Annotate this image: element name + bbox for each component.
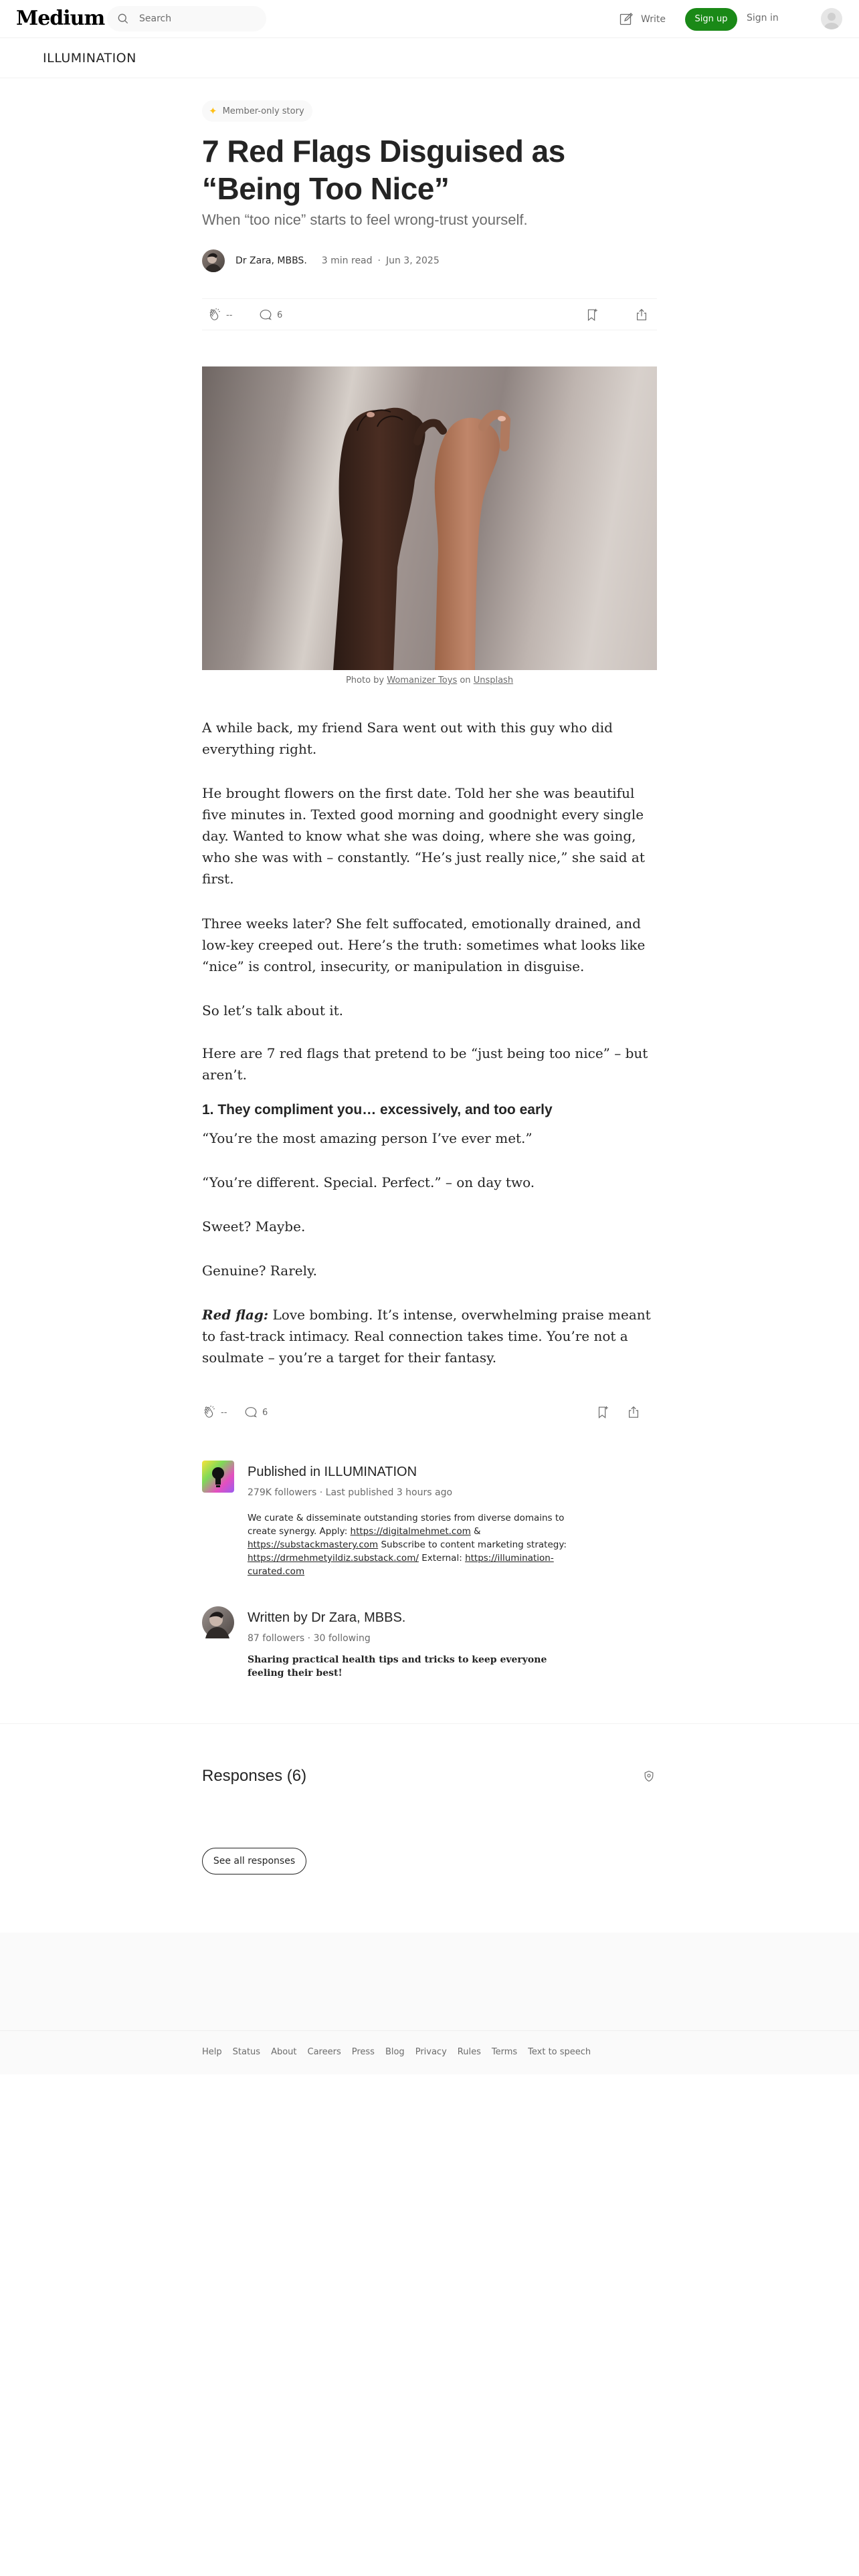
- write-icon: [618, 11, 634, 27]
- publication-bar: [0, 38, 859, 78]
- footer-link[interactable]: Help: [202, 2047, 222, 2057]
- footer: [0, 2030, 859, 2074]
- desc-text: We curate & disseminate outstanding stories from diverse domains to create synergy. Apply:: [248, 1513, 565, 1537]
- paragraph: “You’re the most amazing person I’ve ever met.”: [202, 1130, 533, 1146]
- paragraph: Sweet? Maybe.: [202, 1218, 306, 1235]
- star-icon: ✦: [209, 105, 217, 117]
- publication-card-title[interactable]: Published in ILLUMINATION: [248, 1465, 417, 1479]
- paragraph: So let’s talk about it.: [202, 1002, 344, 1018]
- search-placeholder: Search: [139, 13, 172, 24]
- footer-link[interactable]: Privacy: [415, 2047, 447, 2057]
- meta-separator: ·: [319, 1487, 326, 1498]
- write-button[interactable]: [618, 10, 666, 29]
- publication-logo[interactable]: [202, 1461, 234, 1493]
- publication-followers[interactable]: 279K followers: [248, 1487, 317, 1498]
- author-avatar[interactable]: [202, 249, 225, 272]
- footer-link[interactable]: Careers: [307, 2047, 341, 2057]
- desc-text: External:: [418, 1553, 466, 1564]
- responses-heading: Responses (6): [202, 1767, 307, 1785]
- caption-prefix: Photo by: [345, 675, 387, 685]
- footer-link[interactable]: Blog: [385, 2047, 405, 2057]
- desc-text: Subscribe to content marketing strategy:: [378, 1539, 567, 1550]
- response-icon: [258, 308, 273, 322]
- responses-count: 6: [277, 310, 283, 320]
- footer-link[interactable]: About: [271, 2047, 297, 2057]
- read-time: 3 min read: [321, 255, 373, 266]
- author-photo-icon: [202, 1606, 234, 1638]
- signin-link[interactable]: Sign in: [747, 13, 779, 23]
- author-meta: [248, 1633, 371, 1644]
- article-title: 7 Red Flags Disguised as “Being Too Nice”: [202, 134, 565, 206]
- share-icon[interactable]: [634, 308, 649, 322]
- footer-link[interactable]: Press: [351, 2047, 375, 2057]
- red-flag-text: Love bombing. It’s intense, overwhelming praise meant to fast-track intimacy. Real connection takes time. You’re not a soulmate – you’re a target for their fantasy.: [202, 1307, 651, 1366]
- footer-link[interactable]: Terms: [491, 2047, 518, 2057]
- publish-date: Jun 3, 2025: [385, 255, 440, 266]
- clap-count: --: [226, 310, 233, 320]
- article-action-bar: [202, 298, 657, 330]
- article-subtitle: When “too nice” starts to feel wrong-trust yourself.: [202, 211, 528, 228]
- person-icon: [821, 8, 842, 29]
- responses-button[interactable]: [258, 308, 282, 322]
- paragraph: Here are 7 red flags that pretend to be “just being too nice” – but aren’t.: [202, 1045, 648, 1083]
- top-navbar: [0, 0, 859, 38]
- desc-link[interactable]: https://drmehmetyildiz.substack.com/: [248, 1553, 419, 1564]
- write-label: Write: [641, 14, 666, 25]
- red-flag-label: Red flag:: [202, 1307, 269, 1323]
- user-avatar[interactable]: [821, 8, 842, 29]
- author-bio: Sharing practical health tips and tricks to keep everyone feeling their best!: [248, 1654, 547, 1679]
- publication-meta: [248, 1487, 452, 1498]
- hero-image: [202, 366, 657, 670]
- shield-icon[interactable]: [642, 1769, 656, 1783]
- image-caption: [202, 675, 657, 685]
- paragraph: He brought flowers on the first date. Told her she was beautiful five minutes in. Texted good morning and goodnight every single day. Wanted to know what she was doing, where she was going, who she was with – constantly. “He’s just really nice,” she said at first.: [202, 785, 645, 887]
- clap-icon: [207, 308, 222, 322]
- bottom-action-bar: [202, 1400, 657, 1424]
- desc-link[interactable]: https://digitalmehmet.com: [350, 1526, 471, 1537]
- author-card-title[interactable]: Written by Dr Zara, MBBS.: [248, 1610, 406, 1625]
- search-box[interactable]: [107, 6, 266, 31]
- author-followers[interactable]: 87 followers: [248, 1633, 305, 1644]
- footer-links: [202, 2047, 591, 2057]
- footer-link[interactable]: Text to speech: [528, 2047, 591, 2057]
- clap-button[interactable]: [207, 308, 232, 322]
- byline: [202, 249, 440, 273]
- paragraph: Three weeks later? She felt suffocated, emotionally drained, and low-key creeped out. Here’s the truth: sometimes what looks like “nice” is control, insecurity, or manipulation in disguise.: [202, 916, 646, 974]
- pinky-promise-illustration: [202, 366, 657, 670]
- section-heading: 1. They compliment you… excessively, and too early: [202, 1102, 553, 1117]
- lightbulb-icon: [202, 1461, 234, 1493]
- author-following[interactable]: 30 following: [313, 1633, 371, 1644]
- caption-middle: on: [457, 675, 474, 685]
- responses-button[interactable]: [244, 1405, 268, 1420]
- search-icon: [116, 12, 130, 25]
- paragraph: Genuine? Rarely.: [202, 1263, 318, 1279]
- share-icon[interactable]: [626, 1405, 641, 1420]
- last-published: Last published 3 hours ago: [325, 1487, 453, 1498]
- author-name[interactable]: Dr Zara, MBBS.: [235, 255, 307, 266]
- paragraph: “You’re different. Special. Perfect.” – on day two.: [202, 1174, 535, 1190]
- red-flag-paragraph: [202, 1304, 657, 1368]
- paragraph: A while back, my friend Sara went out with this guy who did everything right.: [202, 720, 613, 757]
- bookmark-icon[interactable]: [585, 308, 599, 322]
- photographer-link[interactable]: Womanizer Toys: [387, 675, 458, 685]
- clap-icon: [202, 1405, 217, 1420]
- bookmark-icon[interactable]: [595, 1405, 610, 1420]
- author-photo-icon: [202, 249, 225, 272]
- meta-separator: ·: [307, 1633, 314, 1644]
- publication-name[interactable]: ILLUMINATION: [43, 51, 136, 66]
- footer-link[interactable]: Rules: [457, 2047, 481, 2057]
- footer-link[interactable]: Status: [232, 2047, 261, 2057]
- author-card-avatar[interactable]: [202, 1606, 234, 1638]
- member-only-badge: [202, 100, 312, 122]
- member-only-label: Member-only story: [222, 106, 304, 116]
- see-all-responses-button[interactable]: See all responses: [202, 1848, 306, 1874]
- unsplash-link[interactable]: Unsplash: [473, 675, 514, 685]
- clap-button[interactable]: [202, 1405, 227, 1420]
- desc-link[interactable]: https://illumination-curated.com: [248, 1553, 554, 1577]
- section-divider: [0, 1723, 859, 1724]
- meta-separator: ·: [377, 255, 381, 266]
- response-icon: [244, 1405, 258, 1420]
- signup-button[interactable]: Sign up: [685, 8, 737, 31]
- responses-count: 6: [262, 1407, 268, 1418]
- medium-logo[interactable]: Medium: [16, 7, 105, 30]
- publication-description: [248, 1511, 582, 1578]
- desc-text: &: [470, 1526, 481, 1537]
- clap-count: --: [221, 1407, 227, 1418]
- desc-link[interactable]: https://substackmastery.com: [248, 1539, 379, 1550]
